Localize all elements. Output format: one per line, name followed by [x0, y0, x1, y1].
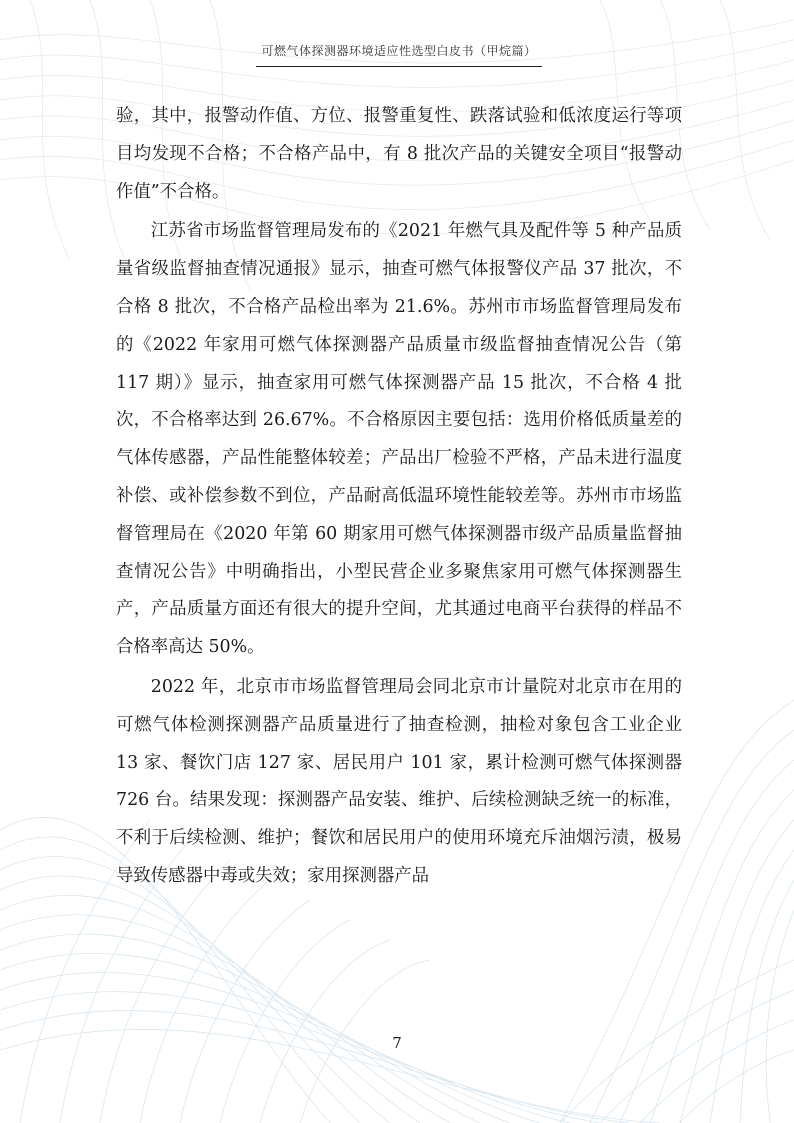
header-divider	[256, 66, 542, 67]
page-number: 7	[392, 1034, 402, 1052]
paragraph-2: 江苏省市场监督管理局发布的《2021 年燃气具及配件等 5 种产品质量省级监督抽查情况通报》显示，抽查可燃气体报警仪产品 37 批次，不合格 8 批次，不合格产品检出率为 21.6%。苏州市市场监督管理局发布的《2022 年家用可燃气体探测器产品质量市级监督抽查情况公告（第 117 期）》显示，抽查家用可燃气体探测器产品 15 批次，不合格 4 批次，不合格率达到 26.67%。不合格原因主要包括：选用价格低质量差的气体传感器，产品性能整体较差；产品出厂检验不严格，产品未进行温度补偿、或补偿参数不到位，产品耐高低温环境性能较差等。苏州市市场监督管理局在《2020 年第 60 期家用可燃气体探测器市级产品质量监督抽查情况公告》中明确指出，小型民营企业多聚焦家用可燃气体探测器生产，产品质量方面还有很大的提升空间，尤其通过电商平台获得的样品不合格率高达 50%。	[116, 221, 682, 658]
paragraph-1: 验，其中，报警动作值、方位、报警重复性、跌落试验和低浓度运行等项目均发现不合格；不合格产品中，有 8 批次产品的关键安全项目“报警动作值”不合格。	[116, 106, 682, 202]
document-body	[116, 98, 682, 896]
paragraph-3: 2022 年，北京市市场监督管理局会同北京市计量院对北京市在用的可燃气体检测探测器产品质量进行了抽查检测，抽检对象包含工业企业 13 家、餐饮门店 127 家、居民用户 101 家，累计检测可燃气体探测器 726 台。结果发现：探测器产品安装、维护、后续检测缺乏统一的标准，不利于后续检测、维护；餐饮和居民用户的使用环境充斥油烟污渍，极易导致传感器中毒或失效；家用探测器产品	[116, 676, 682, 886]
page-header-title: 可燃气体探测器环境适应性选型白皮书（甲烷篇）	[261, 44, 537, 58]
